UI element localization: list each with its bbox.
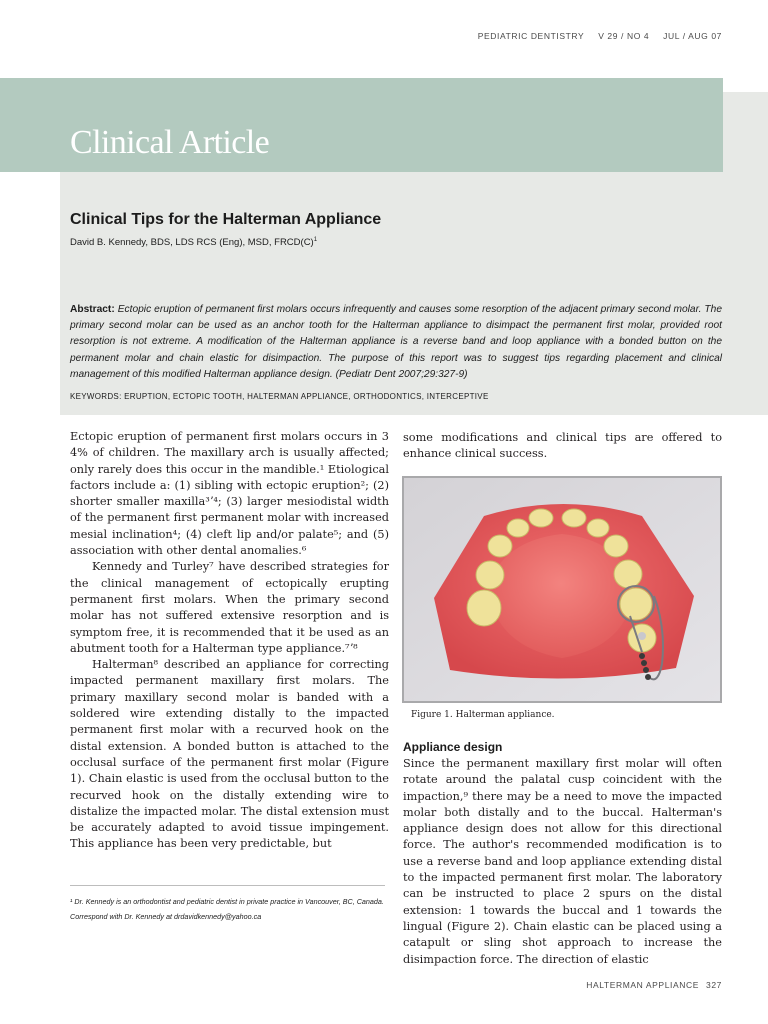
running-footer-label: HALTERMAN APPLIANCE bbox=[586, 980, 700, 990]
abstract-label: Abstract: bbox=[70, 304, 115, 315]
body-paragraph: Halterman⁸ described an appliance for correcting impacted permanent maxillary first molars. The primary maxillary second molar is banded with a soldered wire extending distally to the impacted permanent first molar with a recurved hook on the distal extension. A bonded button is attached to the occlusal surface of the permanent first molar (Figure 1). Chain elastic is used from the occlusal button to the recurved hook on the distally extending wire to distalize the impacted molar. The distal extension must be accurately adapted to avoid tissue impingement. This appliance has been very predictable, but bbox=[70, 658, 389, 851]
decorative-right-strip bbox=[723, 92, 768, 415]
body-paragraph: Ectopic eruption of permanent first molars occurs in 3 4% of children. The maxillary arch is usually affected; only rarely does this occur in the mandible.¹ Etiological factors include a: (1) sibling with ectopic eruption²; (2) shorter smaller maxilla³ʼ⁴; (3) larger mesiodistal width of the permanent first permanent molar with increased mesial inclination⁴; (4) cleft lip and/or palate⁵; and (5) association with other dental anomalies.⁶ bbox=[70, 430, 389, 558]
journal-issue-date: JUL / AUG 07 bbox=[663, 31, 722, 41]
running-footer bbox=[586, 980, 722, 990]
article-title: Clinical Tips for the Halterman Appliance bbox=[70, 211, 382, 228]
abstract-text: Ectopic eruption of permanent first molars occurs infrequently and causes some resorption of the adjacent primary second molar. The primary second molar can be used as an anchor tooth for the Halterman appliance to disimpact the permanent first molar, provided root resorption is not extreme. A modification of the Halterman appliance is a reverse band and loop appliance with a bonded button on the permanent molar and chain elastic for disimpaction. The purpose of this report was to suggest tips regarding placement and clinical management of this modified Halterman appliance design. (Pediatr Dent 2007;29:327-9) bbox=[70, 304, 722, 380]
footnote-affiliation: ¹ Dr. Kennedy is an orthodontist and pediatric dentist in private practice in Vancouver, BC, Canada. bbox=[70, 897, 384, 906]
author-names: David B. Kennedy, BDS, LDS RCS (Eng), MSD, FRCD(C) bbox=[70, 237, 314, 249]
abstract bbox=[70, 302, 722, 383]
subheading-appliance-design: Appliance design bbox=[403, 740, 503, 754]
section-title: Clinical Article bbox=[70, 124, 270, 161]
page-number: 327 bbox=[706, 980, 722, 990]
body-paragraph: Since the permanent maxillary first molar will often rotate around the palatal cusp coincident with the impaction,⁹ there may be a need to move the impacted molar both distally and to the buccal. Halterman's appliance design does not allow for this directional force. The author's recommended modification is to use a reverse band and loop appliance extending distal to the impacted permanent first molar. The laboratory can be instructed to place 2 spurs on the distal extension: 1 towards the buccal and 1 towards the lingual (Figure 2). Chain elastic can be placed using a catapult or sling shot approach to increase the disimpaction force. The direction of elastic bbox=[403, 757, 722, 966]
article-authors bbox=[70, 237, 317, 248]
journal-name: PEDIATRIC DENTISTRY bbox=[477, 31, 585, 41]
halterman-appliance-photo bbox=[404, 478, 720, 701]
footnote-rule bbox=[70, 885, 385, 886]
body-right-column-bottom bbox=[403, 756, 722, 968]
figure-1 bbox=[402, 476, 722, 703]
author-footnote-mark: 1 bbox=[313, 237, 318, 243]
body-right-column-top bbox=[403, 430, 722, 463]
keywords: KEYWORDS: ERUPTION, ECTOPIC TOOTH, HALTERMAN APPLIANCE, ORTHODONTICS, INTERCEPTIVE bbox=[70, 392, 489, 401]
footnote-correspondence: Correspond with Dr. Kennedy at drdavidkennedy@yahoo.ca bbox=[70, 912, 262, 921]
figure-1-caption: Figure 1. Halterman appliance. bbox=[411, 710, 555, 720]
journal-volume: V 29 / NO 4 bbox=[598, 31, 650, 41]
footnotes bbox=[70, 895, 385, 923]
body-paragraph: Kennedy and Turley⁷ have described strategies for the clinical management of ectopically erupting permanent first molars. When the primary second molar has not suffered extensive resorption and is symptom free, it is recommended that it be used as an abutment tooth for a Halterman type appliance.⁷ʼ⁸ bbox=[70, 560, 389, 655]
body-left-column bbox=[70, 429, 389, 853]
running-header bbox=[478, 31, 722, 41]
body-paragraph: some modifications and clinical tips are offered to enhance clinical success. bbox=[403, 431, 722, 461]
